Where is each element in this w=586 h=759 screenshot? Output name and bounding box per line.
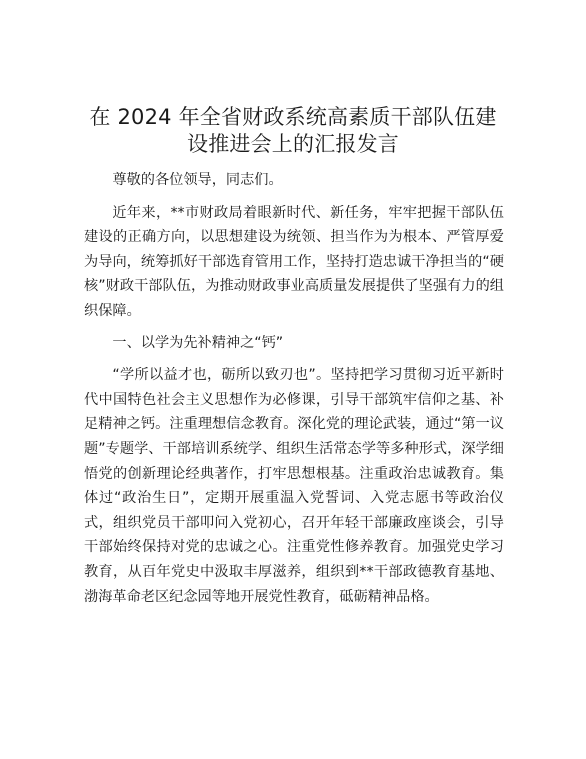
section-heading: 一、以学为先补精神之“钙” — [112, 334, 284, 351]
greeting-paragraph: 尊敬的各位领导，同志们。 — [112, 172, 283, 188]
section-body-paragraph: “学所以益才也，砺所以致刃也”。坚持把学习贯彻习近平新时代中国特色社会主义思想作为必修课，引导干部筑牢信仰之基、补足精神之钙。注重理想信念教育。深化党的理论武装，通过“第一议题”专题学、干部培训系统学、组织生活常态学等多种形式，深学细悟党的创新理论经典著作，打牢思想根基。注重政治忠诚教育。集体过“政治生日”，定期开展重温入党誓词、入党志愿书等政治仪式，组织党员干部叩问入党初心，召开年轻干部廉政座谈会，引导干部始终保持对党的忠诚之心。注重党性修养教育。加强党史学习教育，从百年党史中汲取丰厚滋养，组织到**干部政德教育基地、渤海革命老区纪念园等地开展党性教育，砥砺精神品格。 — [84, 367, 504, 605]
document-body — [84, 168, 504, 609]
document-title: 在 2024 年全省财政系统高素质干部队伍建设推进会上的汇报发言 — [89, 105, 497, 156]
intro-paragraph: 近年来，**市财政局着眼新时代、新任务，牢牢把握干部队伍建设的正确方向，以思想建设为统领、担当作为为根本、严管厚爱为导向，统筹抓好干部选育管用工作，坚持打造忠诚干净担当的“硬核”财政干部队伍，为推动财政事业高质量发展提供了坚强有力的组织保障。 — [84, 204, 504, 319]
